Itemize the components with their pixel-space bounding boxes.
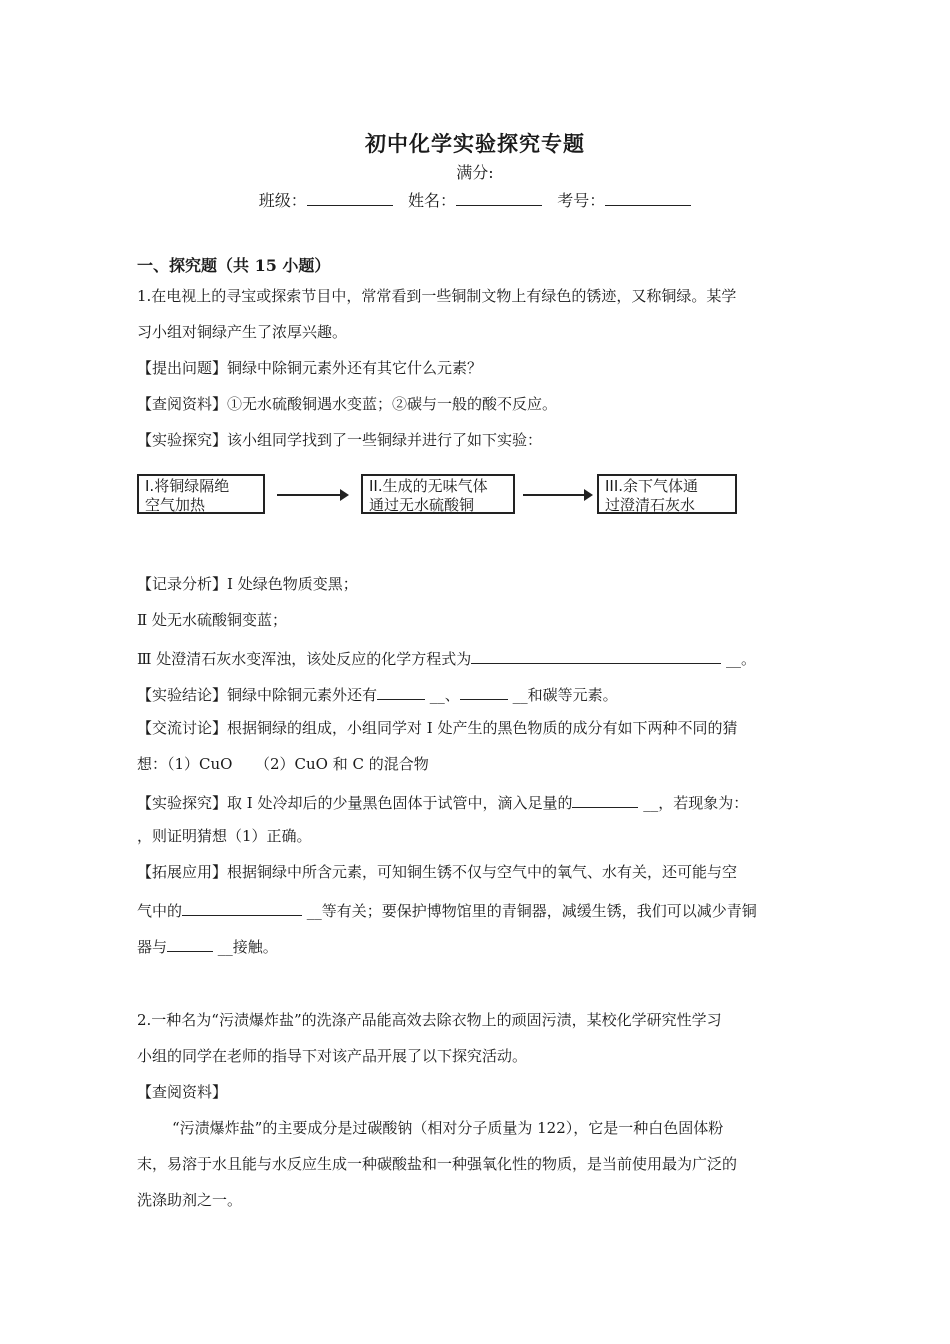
section-heading: 一、探究题（共 15 小题） <box>137 256 331 275</box>
element-blank-2[interactable] <box>460 683 508 700</box>
q1-record-3 <box>137 647 813 668</box>
flow-step-1-line1: I.将铜绿隔绝 <box>145 477 230 495</box>
q2-info-line1: “污渍爆炸盐”的主要成分是过碳酸钠（相对分子质量为 122），它是一种白色固体粉 <box>172 1119 724 1137</box>
flow-step-2-line2: 通过无水硫酸铜 <box>369 496 475 514</box>
document-title: 初中化学实验探究专题 <box>365 131 585 156</box>
flow-step-2-line1: II.生成的无味气体 <box>369 477 488 495</box>
q1-extend-2-start: 气中的 <box>137 902 183 920</box>
q1-extend-3 <box>137 935 813 956</box>
flow-arrow-1 <box>277 494 347 496</box>
flow-step-1-line2: 空气加热 <box>145 496 206 514</box>
flow-step-3-line1: III.余下气体通 <box>605 477 699 495</box>
q1-discuss-1: 【交流讨论】根据铜绿的组成，小组同学对 I 处产生的黑色物质的成分有如下两种不同的猜 <box>137 719 738 737</box>
flow-step-1-box <box>137 474 265 514</box>
q2-info-line2: 末，易溶于水且能与水反应生成一种碳酸盐和一种强氧化性的物质，是当前使用最为广泛的 <box>137 1155 738 1173</box>
q1-question: 【提出问题】铜绿中除铜元素外还有其它什么元素？ <box>137 359 483 377</box>
flow-step-2-box <box>361 474 515 514</box>
q2-info-line3: 洗涤助剂之一。 <box>137 1191 243 1209</box>
q1-info: 【查阅资料】①无水硫酸铜遇水变蓝；②碳与一般的酸不反应。 <box>137 395 558 413</box>
flow-step-3-line2: 过澄清石灰水 <box>605 496 696 514</box>
q1-conclusion-sep: __、 <box>425 686 460 704</box>
class-blank[interactable] <box>307 189 393 206</box>
contact-blank[interactable] <box>167 935 213 952</box>
q1-record-1: 【记录分析】I 处绿色物质变黑； <box>137 575 358 593</box>
q2-info-heading: 【查阅资料】 <box>137 1083 228 1101</box>
q1-conclusion-text: 【实验结论】铜绿中除铜元素外还有 <box>137 686 378 704</box>
element-blank-1[interactable] <box>377 683 425 700</box>
q1-record-3-end: __。 <box>721 650 757 668</box>
q1-extend-2-text: __等有关；要保护博物馆里的青铜器，减缓生锈，我们可以减少青铜 <box>302 902 757 920</box>
q1-explore: 【实验探究】该小组同学找到了一些铜绿并进行了如下实验： <box>137 431 543 449</box>
q2-intro-line2: 小组的同学在老师的指导下对该产品开展了以下探究活动。 <box>137 1047 528 1065</box>
flow-arrow-2 <box>523 494 591 496</box>
experiment-flow-diagram <box>137 472 747 520</box>
equation-blank[interactable] <box>471 647 721 664</box>
q1-extend-2 <box>137 899 813 920</box>
q1-intro-line2: 习小组对铜绿产生了浓厚兴趣。 <box>137 323 348 341</box>
q1-extend-3-start: 器与 <box>137 938 168 956</box>
q1-record-2: Ⅱ 处无水硫酸铜变蓝； <box>137 611 287 629</box>
score-line: 满分: <box>456 163 494 182</box>
id-label: 考号： <box>557 191 606 210</box>
q1-explore2-end: __，若现象为： <box>638 794 749 812</box>
student-info-line <box>0 188 950 211</box>
name-label: 姓名： <box>407 191 456 210</box>
q1-conclusion <box>137 683 813 704</box>
gas-blank[interactable] <box>182 899 302 916</box>
q1-explore2-text: 【实验探究】取 I 处冷却后的少量黑色固体于试管中，滴入足量的 <box>137 794 573 812</box>
q2-intro-line1: 2.一种名为“污渍爆炸盐”的洗涤产品能高效去除衣物上的顽固污渍，某校化学研究性学习 <box>137 1011 722 1029</box>
q1-explore2 <box>137 791 813 812</box>
class-label: 班级： <box>258 191 307 210</box>
q1-explore2-conclusion: ，则证明猜想（1）正确。 <box>137 827 312 845</box>
q1-intro-line1: 1.在电视上的寻宝或探索节目中，常常看到一些铜制文物上有绿色的锈迹，又称铜绿。某学 <box>137 287 737 305</box>
q1-extend-1: 【拓展应用】根据铜绿中所含元素，可知铜生锈不仅与空气中的氧气、水有关，还可能与空 <box>137 863 738 881</box>
q1-conclusion-end: __和碳等元素。 <box>507 686 618 704</box>
q1-extend-3-end: __接触。 <box>213 938 278 956</box>
reagent-blank[interactable] <box>572 791 638 808</box>
name-blank[interactable] <box>456 189 542 206</box>
id-blank[interactable] <box>605 189 691 206</box>
q1-record-3-text: Ⅲ 处澄清石灰水变浑浊，该处反应的化学方程式为 <box>137 650 472 668</box>
q1-discuss-2: 想：（1）CuO （2）CuO 和 C 的混合物 <box>137 755 429 773</box>
flow-step-3-box <box>597 474 737 514</box>
